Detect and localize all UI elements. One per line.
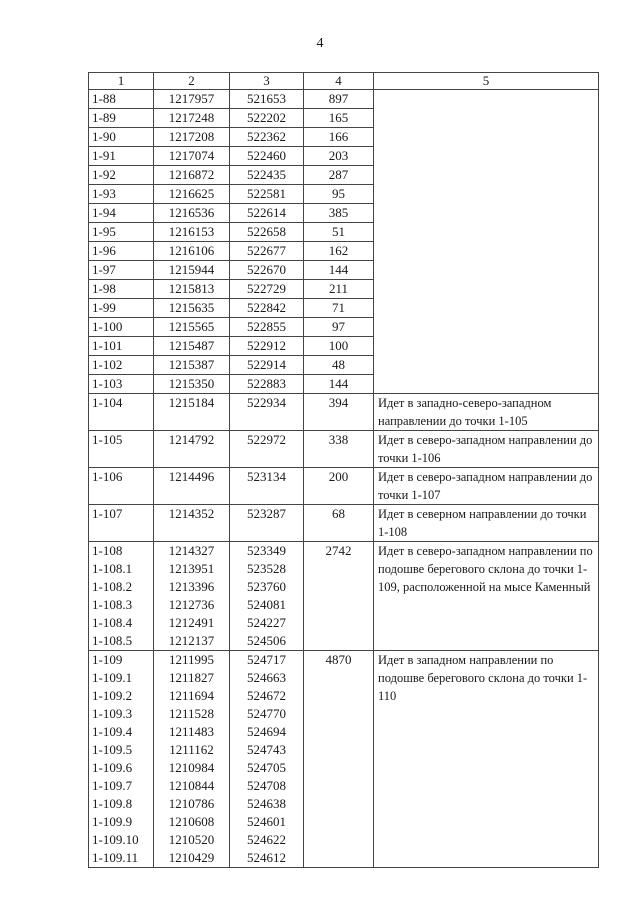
coord-y: 522581 — [230, 185, 304, 204]
coord-y: 524227 — [247, 615, 286, 630]
coord-x: 1214327 — [168, 543, 215, 558]
table-row — [89, 394, 599, 431]
coord-y-list — [230, 542, 304, 651]
point-id: 1-109.11 — [92, 850, 139, 865]
point-id: 1-103 — [89, 375, 154, 394]
point-id-list — [89, 542, 154, 651]
coord-y: 522670 — [230, 261, 304, 280]
coordinates-table — [88, 72, 599, 868]
group-row-1-108 — [89, 542, 599, 651]
table-row — [89, 468, 599, 505]
coord-x: 1212491 — [168, 615, 215, 630]
header-col-1: 1 — [89, 73, 154, 90]
point-id: 1-109.1 — [92, 670, 133, 685]
segment-description: Идет в западном направлении по подошве берегового склона до точки 1-110 — [374, 651, 599, 868]
point-id: 1-107 — [89, 505, 154, 542]
coord-y: 522677 — [230, 242, 304, 261]
coord-x: 1216153 — [154, 223, 230, 242]
coord-x: 1215350 — [154, 375, 230, 394]
table-row — [89, 90, 599, 109]
coord-y: 522914 — [230, 356, 304, 375]
segment-length: 71 — [304, 299, 374, 318]
coord-y: 524705 — [247, 760, 286, 775]
coord-y: 522658 — [230, 223, 304, 242]
point-id: 1-106 — [89, 468, 154, 505]
coord-y: 522842 — [230, 299, 304, 318]
point-id: 1-102 — [89, 356, 154, 375]
segment-length: 385 — [304, 204, 374, 223]
point-id: 1-109.6 — [92, 760, 133, 775]
segment-description: Идет в северо-западном направлении до точки 1-107 — [374, 468, 599, 505]
coord-y: 522912 — [230, 337, 304, 356]
segment-length: 48 — [304, 356, 374, 375]
segment-length: 95 — [304, 185, 374, 204]
segment-description: Идет в северо-западном направлении по подошве берегового склона до точки 1-109, расположенной на мысе Каменный — [374, 542, 599, 651]
coord-x: 1214496 — [154, 468, 230, 505]
coord-x: 1213951 — [168, 561, 215, 576]
segment-length: 203 — [304, 147, 374, 166]
coord-y: 524694 — [247, 724, 286, 739]
header-row — [89, 73, 599, 90]
coord-y: 524663 — [247, 670, 286, 685]
coord-y: 522972 — [230, 431, 304, 468]
coord-x: 1217208 — [154, 128, 230, 147]
point-id: 1-109.3 — [92, 706, 133, 721]
point-id: 1-108.1 — [92, 561, 133, 576]
segment-length: 897 — [304, 90, 374, 109]
segment-length: 394 — [304, 394, 374, 431]
coord-x: 1217074 — [154, 147, 230, 166]
point-id-list — [89, 651, 154, 868]
coord-y: 522460 — [230, 147, 304, 166]
coord-x: 1214792 — [154, 431, 230, 468]
coord-y-list — [230, 651, 304, 868]
header-col-5: 5 — [374, 73, 599, 90]
coord-x: 1215487 — [154, 337, 230, 356]
coord-x: 1215944 — [154, 261, 230, 280]
point-id: 1-108.4 — [92, 615, 133, 630]
point-id: 1-92 — [89, 166, 154, 185]
coord-x: 1211483 — [168, 724, 215, 739]
point-id: 1-90 — [89, 128, 154, 147]
coord-x: 1215635 — [154, 299, 230, 318]
group-row-1-109 — [89, 651, 599, 868]
point-id: 1-89 — [89, 109, 154, 128]
coord-x: 1216872 — [154, 166, 230, 185]
point-id: 1-109.8 — [92, 796, 133, 811]
coord-x: 1214352 — [154, 505, 230, 542]
coord-y: 522362 — [230, 128, 304, 147]
segment-length: 338 — [304, 431, 374, 468]
table-row — [89, 431, 599, 468]
coord-x: 1211162 — [169, 742, 214, 757]
header-col-2: 2 — [154, 73, 230, 90]
coord-x-list — [154, 542, 230, 651]
segment-description: Идет в северном направлении до точки 1-108 — [374, 505, 599, 542]
header-col-4: 4 — [304, 73, 374, 90]
point-id: 1-109.7 — [92, 778, 133, 793]
coord-y: 524081 — [247, 597, 286, 612]
coord-x: 1216625 — [154, 185, 230, 204]
segment-length: 144 — [304, 375, 374, 394]
point-id: 1-97 — [89, 261, 154, 280]
coord-x: 1217957 — [154, 90, 230, 109]
coord-y: 522729 — [230, 280, 304, 299]
point-id: 1-95 — [89, 223, 154, 242]
point-id: 1-108 — [92, 543, 123, 558]
point-id: 1-108.2 — [92, 579, 133, 594]
coord-x: 1210520 — [168, 832, 215, 847]
coord-x: 1216106 — [154, 242, 230, 261]
point-id: 1-101 — [89, 337, 154, 356]
coord-x: 1215184 — [154, 394, 230, 431]
point-id: 1-109.4 — [92, 724, 133, 739]
coord-x: 1210984 — [168, 760, 215, 775]
coord-y: 524622 — [247, 832, 286, 847]
coord-x: 1212736 — [168, 597, 215, 612]
coord-y: 524612 — [247, 850, 286, 865]
coord-x: 1210786 — [168, 796, 215, 811]
coord-y: 524743 — [247, 742, 286, 757]
point-id: 1-109 — [92, 652, 123, 667]
coord-y: 523134 — [230, 468, 304, 505]
point-id: 1-88 — [89, 90, 154, 109]
coord-y: 522855 — [230, 318, 304, 337]
segment-length: 166 — [304, 128, 374, 147]
table-row — [89, 505, 599, 542]
segment-length: 68 — [304, 505, 374, 542]
coord-y: 523760 — [247, 579, 286, 594]
coord-y: 524601 — [247, 814, 286, 829]
coord-x: 1210608 — [168, 814, 215, 829]
coord-x: 1210429 — [168, 850, 215, 865]
segment-length: 200 — [304, 468, 374, 505]
point-id: 1-109.5 — [92, 742, 133, 757]
segment-length: 165 — [304, 109, 374, 128]
coord-x-list — [154, 651, 230, 868]
segment-length: 211 — [304, 280, 374, 299]
point-id: 1-99 — [89, 299, 154, 318]
coord-x: 1215565 — [154, 318, 230, 337]
point-id: 1-109.9 — [92, 814, 133, 829]
point-id: 1-109.10 — [92, 832, 139, 847]
coord-x: 1216536 — [154, 204, 230, 223]
coord-x: 1211694 — [168, 688, 215, 703]
point-id: 1-91 — [89, 147, 154, 166]
coord-y: 524506 — [247, 633, 286, 648]
point-id: 1-93 — [89, 185, 154, 204]
coord-y: 524638 — [247, 796, 286, 811]
coord-x: 1211827 — [168, 670, 215, 685]
segment-length: 97 — [304, 318, 374, 337]
point-id: 1-105 — [89, 431, 154, 468]
coord-y: 522883 — [230, 375, 304, 394]
coord-y: 523349 — [247, 543, 286, 558]
coord-y: 524717 — [247, 652, 286, 667]
page-number: 4 — [316, 36, 324, 51]
coord-y: 522435 — [230, 166, 304, 185]
segment-description: Идет в западно-северо-западном направлении до точки 1-105 — [374, 394, 599, 431]
point-id: 1-104 — [89, 394, 154, 431]
coord-y: 524770 — [247, 706, 286, 721]
segment-length: 4870 — [304, 651, 374, 868]
coord-y: 522934 — [230, 394, 304, 431]
coord-y: 524708 — [247, 778, 286, 793]
coord-x: 1215387 — [154, 356, 230, 375]
point-id: 1-108.3 — [92, 597, 133, 612]
point-id: 1-94 — [89, 204, 154, 223]
coord-x: 1212137 — [168, 633, 215, 648]
point-id: 1-100 — [89, 318, 154, 337]
coord-x: 1213396 — [168, 579, 215, 594]
coord-x: 1215813 — [154, 280, 230, 299]
segment-length: 2742 — [304, 542, 374, 651]
point-id: 1-108.5 — [92, 633, 133, 648]
segment-length: 162 — [304, 242, 374, 261]
description-empty — [374, 90, 599, 394]
segment-length: 100 — [304, 337, 374, 356]
coord-x: 1210844 — [168, 778, 215, 793]
coord-y: 522614 — [230, 204, 304, 223]
coord-x: 1211995 — [168, 652, 215, 667]
segment-length: 287 — [304, 166, 374, 185]
coord-y: 522202 — [230, 109, 304, 128]
point-id: 1-96 — [89, 242, 154, 261]
header-col-3: 3 — [230, 73, 304, 90]
point-id: 1-109.2 — [92, 688, 133, 703]
coord-y: 523528 — [247, 561, 286, 576]
coord-y: 523287 — [230, 505, 304, 542]
segment-length: 144 — [304, 261, 374, 280]
coord-y: 521653 — [230, 90, 304, 109]
coord-x: 1217248 — [154, 109, 230, 128]
segment-description: Идет в северо-западном направлении до точки 1-106 — [374, 431, 599, 468]
coord-x: 1211528 — [168, 706, 215, 721]
point-id: 1-98 — [89, 280, 154, 299]
coord-y: 524672 — [247, 688, 286, 703]
segment-length: 51 — [304, 223, 374, 242]
